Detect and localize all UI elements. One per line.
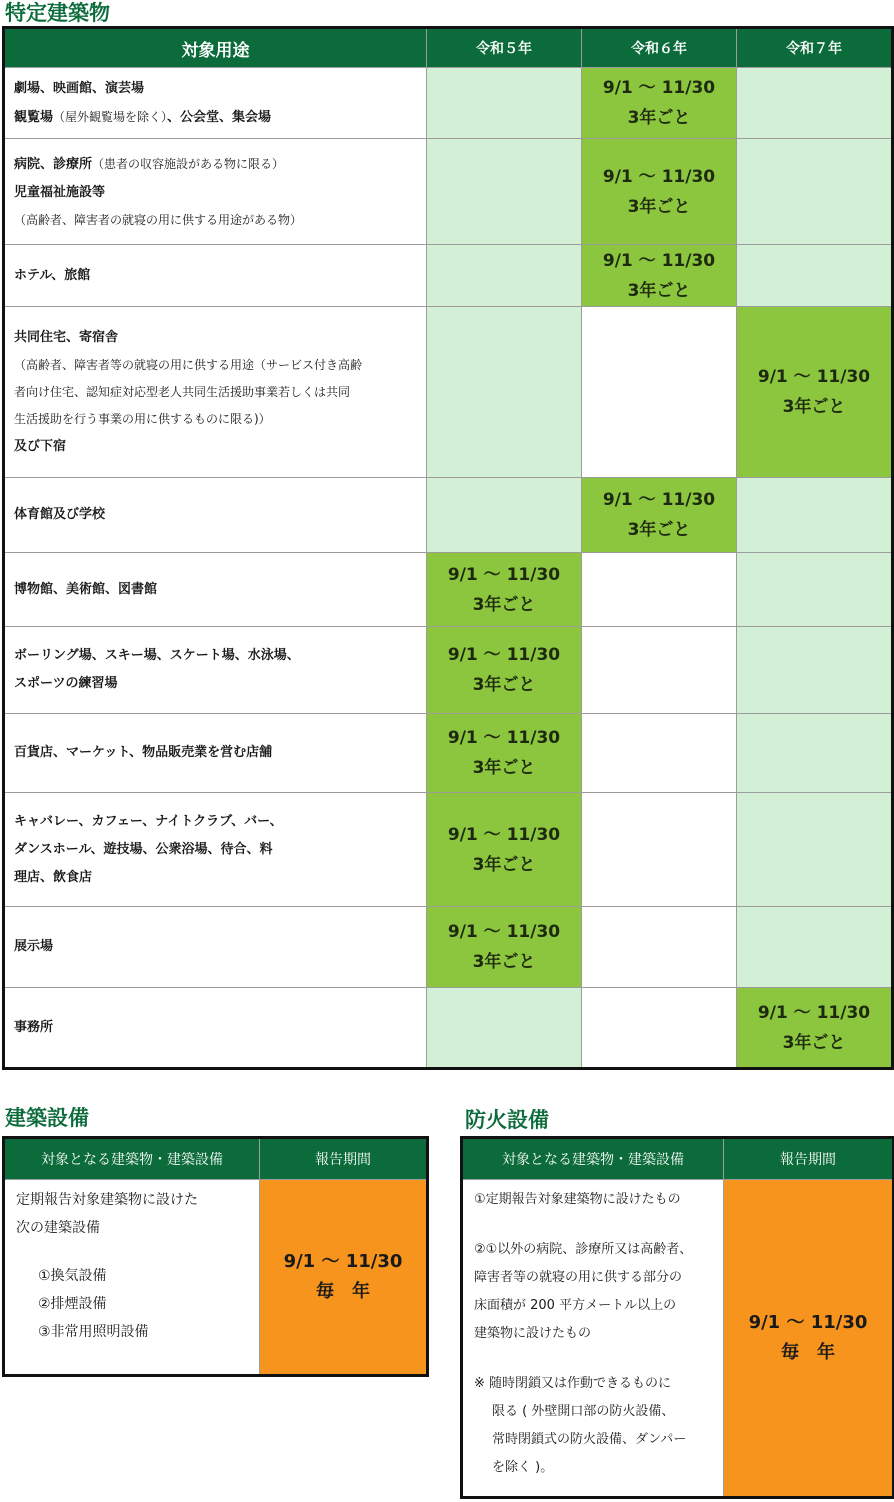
cell-r7-empty (737, 714, 893, 793)
report-frequency: 毎 年 (781, 1342, 835, 1363)
report-period: 9/1 ～ 11/30 (748, 1312, 868, 1333)
table-row (4, 714, 893, 793)
table-row (4, 1180, 428, 1376)
fire-note-line: 常時閉鎖式の防火設備、ダンパー (492, 1432, 687, 1447)
cell-r7-empty (737, 793, 893, 907)
usage-note: （屋外観覧場を除く） (53, 109, 168, 124)
cell-r6-period: 9/1 ～ 11/30 3年ごと (582, 478, 737, 553)
cell-r6-empty (582, 307, 737, 478)
cell-r5-empty (427, 478, 582, 553)
header-period: 報告期間 (260, 1138, 428, 1180)
table-row (4, 907, 893, 988)
header-usage: 対象用途 (4, 28, 427, 68)
fire-item-line: 障害者等の就寝の用に供する部分の (474, 1270, 683, 1285)
usage-label (4, 307, 427, 478)
usage-note: （高齢者、障害者の就寝の用に供する用途がある物） (14, 213, 303, 227)
table-row (4, 68, 893, 139)
usage-label: 展示場 (4, 907, 427, 988)
section-title-tokutei: 特定建築物 (5, 1, 110, 25)
table-row (4, 793, 893, 907)
specified-buildings-table (2, 26, 894, 1070)
cell-r5-empty (427, 68, 582, 139)
usage-line: キャバレー、カフェー、ナイトクラブ、バー、 (14, 813, 283, 829)
cell-r6-empty (582, 714, 737, 793)
usage-line: 及び下宿 (14, 438, 67, 454)
cell-r5-period: 9/1 ～ 11/30 3年ごと (427, 714, 582, 793)
cell-r5-empty (427, 988, 582, 1069)
usage-line: 観覧場 (14, 109, 54, 125)
report-period-cell (260, 1180, 428, 1376)
usage-line: 劇場、映画館、演芸場 (14, 80, 145, 96)
usage-label (4, 627, 427, 714)
report-period-cell (724, 1180, 894, 1498)
cell-r7-empty (737, 68, 893, 139)
usage-line: 病院、診療所 (14, 157, 93, 172)
usage-note: 生活援助を行う事業の用に供するものに限る)） (14, 411, 271, 426)
usage-label: 事務所 (4, 988, 427, 1069)
cell-r5-empty (427, 245, 582, 307)
building-equipment-table (2, 1136, 429, 1377)
equipment-item: ①換気設備 (38, 1268, 107, 1284)
cell-r5-period: 9/1 ～ 11/30 3年ごと (427, 907, 582, 988)
usage-line: 、公会堂、集会場 (167, 109, 272, 125)
usage-label: 博物館、美術館、図書館 (4, 553, 427, 627)
header-r6: 令和６年 (582, 28, 737, 68)
usage-line: 児童福祉施設等 (14, 185, 106, 200)
usage-line: ダンスホール、遊技場、公衆浴場、待合、料 (14, 841, 273, 857)
equipment-description (4, 1180, 260, 1376)
cell-r6-empty (582, 907, 737, 988)
fire-equipment-table (460, 1136, 894, 1499)
report-frequency: 毎 年 (316, 1281, 370, 1302)
cell-r5-empty (427, 307, 582, 478)
cell-r7-period: 9/1 ～ 11/30 3年ごと (737, 307, 893, 478)
fire-note-line: を除く )。 (492, 1460, 554, 1475)
table-row (462, 1180, 894, 1498)
cell-r7-empty (737, 627, 893, 714)
usage-label (4, 139, 427, 245)
cell-r6-empty (582, 553, 737, 627)
table-row (4, 478, 893, 553)
cell-r7-empty (737, 139, 893, 245)
fire-note-line: 限る ( 外壁開口部の防火設備、 (492, 1404, 675, 1419)
intro-line: 次の建築設備 (16, 1220, 100, 1236)
cell-r7-empty (737, 245, 893, 307)
cell-r7-empty (737, 478, 893, 553)
fire-item-line: 建築物に設けたもの (474, 1326, 592, 1341)
usage-note: （患者の収容施設がある物に限る） (92, 157, 285, 171)
equipment-item: ③非常用照明設備 (38, 1324, 149, 1340)
table-header-row (4, 28, 893, 68)
table-row (4, 307, 893, 478)
cell-r6-period: 9/1 ～ 11/30 3年ごと (582, 68, 737, 139)
cell-r7-period: 9/1 ～ 11/30 3年ごと (737, 988, 893, 1069)
cell-r5-period: 9/1 ～ 11/30 3年ごと (427, 553, 582, 627)
header-target: 対象となる建築物・建築設備 (4, 1138, 260, 1180)
table-row (4, 988, 893, 1069)
usage-line: ボーリング場、スキー場、スケート場、水泳場、 (14, 648, 300, 663)
usage-line: 共同住宅、寄宿舎 (14, 329, 119, 345)
cell-r6-empty (582, 793, 737, 907)
cell-r7-empty (737, 907, 893, 988)
usage-line: 理店、飲食店 (14, 869, 93, 885)
report-period: 9/1 ～ 11/30 (283, 1251, 403, 1272)
cell-r6-period: 9/1 ～ 11/30 3年ごと (582, 245, 737, 307)
table-row (4, 245, 893, 307)
section-title-kenchiku-setsubi: 建築設備 (5, 1106, 89, 1130)
equipment-item: ②排煙設備 (38, 1296, 107, 1312)
table-header-row (4, 1138, 428, 1180)
usage-label: ホテル、旅館 (4, 245, 427, 307)
header-r5: 令和５年 (427, 28, 582, 68)
usage-line: スポーツの練習場 (14, 676, 118, 691)
usage-note: （高齢者、障害者等の就寝の用に供する用途（サービス付き高齢 (14, 357, 363, 372)
usage-label (4, 68, 427, 139)
usage-label: 百貨店、マーケット、物品販売業を営む店舗 (4, 714, 427, 793)
cell-r5-empty (427, 139, 582, 245)
table-row (4, 627, 893, 714)
table-header-row (462, 1138, 894, 1180)
header-target: 対象となる建築物・建築設備 (462, 1138, 724, 1180)
header-period: 報告期間 (724, 1138, 894, 1180)
fire-item: ①定期報告対象建築物に設けたもの (474, 1192, 681, 1207)
cell-r6-empty (582, 627, 737, 714)
header-r7: 令和７年 (737, 28, 893, 68)
table-row (4, 553, 893, 627)
table-row (4, 139, 893, 245)
fire-item-line: ②①以外の病院、診療所又は高齢者、 (474, 1242, 693, 1257)
cell-r6-period: 9/1 ～ 11/30 3年ごと (582, 139, 737, 245)
cell-r5-period: 9/1 ～ 11/30 3年ごと (427, 627, 582, 714)
cell-r5-period: 9/1 ～ 11/30 3年ごと (427, 793, 582, 907)
fire-item-line: 床面積が 200 平方メートル以上の (474, 1298, 677, 1313)
usage-label (4, 793, 427, 907)
section-title-bouka-setsubi: 防火設備 (465, 1108, 549, 1132)
cell-r7-empty (737, 553, 893, 627)
fire-equipment-description (462, 1180, 724, 1498)
cell-r6-empty (582, 988, 737, 1069)
intro-line: 定期報告対象建築物に設けた (16, 1192, 198, 1208)
usage-note: 者向け住宅、認知症対応型老人共同生活援助事業若しくは共同 (14, 384, 351, 399)
usage-label: 体育館及び学校 (4, 478, 427, 553)
fire-note-line: ※ 随時閉鎖又は作動できるものに (474, 1376, 672, 1391)
